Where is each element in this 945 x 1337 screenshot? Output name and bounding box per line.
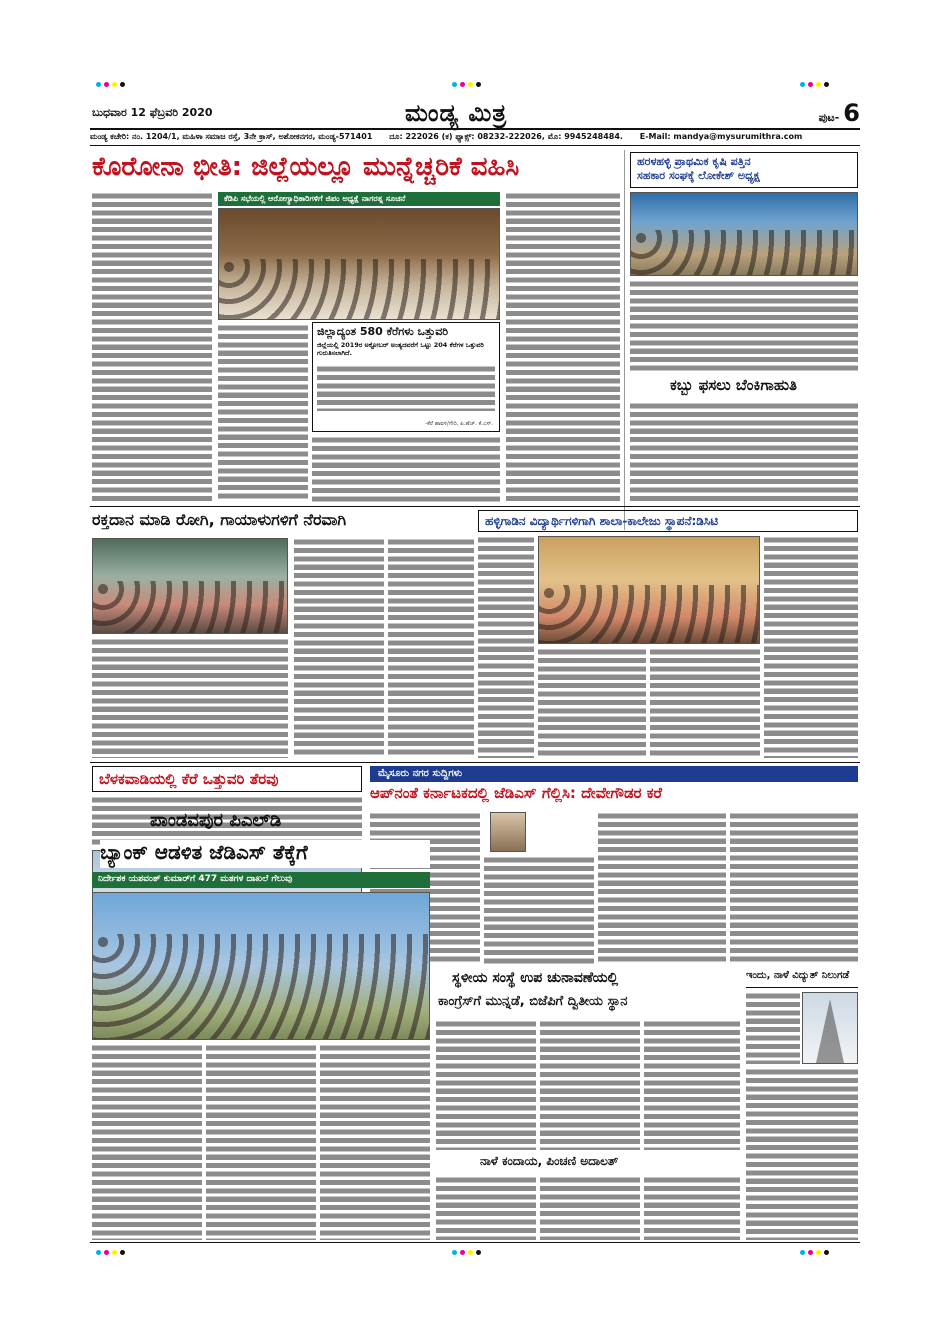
registration-mark-top-left [96,82,125,87]
corona-body-col-1 [92,192,212,502]
adalat-body-col-3 [644,1176,740,1240]
devegowda-portrait [490,812,526,852]
lakes-inset-credit: -ಕೆರೆ ಹಾವಳಿ/ಗೌರಿ, ಪಿ.ಹೆಚ್. ಕೆ.ಎಸ್. [425,421,493,427]
pld-body-col-3 [320,1044,430,1240]
headline-adalat: ನಾಳೆ ಕಂದಾಯ, ಪಿಂಚಣಿ ಅದಾಲತ್ [480,1154,619,1168]
newspaper-title: ಮಂಡ್ಯ ಮಿತ್ರ [405,98,508,127]
polls-body-col-2 [540,1020,640,1150]
power-tower-photo [802,992,858,1064]
office-address: ಮಂಡ್ಯ ಕಚೇರಿ: ನಂ. 1204/1, ಮಹಿಳಾ ಸಮಾಜ ರಸ್ತೆ, 3ನೇ ಕ್ರಾಸ್, ಅಶೋಕನಗರ, ಮಂಡ್ಯ-571401 [90,132,373,141]
blood-donation-photo [92,538,288,634]
headline-power-outage: ಇಂದು, ನಾಳೆ ವಿದ್ಯುತ್ ನಿಲುಗಡೆ [746,970,858,988]
section-rule [90,762,860,763]
schools-body-col-4 [764,536,858,758]
page-number-value: 6 [843,99,860,127]
aap-body-col-2 [484,856,594,964]
power-body-col-2 [746,1068,858,1240]
pld-bank-subheadline: ನಿರ್ದೇಶಕ ಯಶವಂತ್ ಕುಮಾರ್‌ಗೆ 477 ಮತಗಳ ದಾಖಲೆ ಗೆಲುವು [92,872,430,888]
address-line [90,132,860,146]
headline-corona: ಕೊರೋನಾ ಭೀತಿ: ಜಿಲ್ಲೆಯಲ್ಲೂ ಮುನ್ನೆಚ್ಚರಿಕೆ ವಹಿಸಿ [92,152,520,182]
blood-body-col-1 [92,638,288,758]
section-rule [90,506,860,507]
headline-local-polls-line-2: ಕಾಂಗ್ರೆಸ್‌ಗೆ ಮುನ್ನಡೆ, ಬಿಜೆಪಿಗೆ ದ್ವಿತೀಯ ಸ್ಥಾನ [438,994,628,1009]
headline-local-polls-line-1: ಸ್ಥಳೀಯ ಸಂಸ್ಥೆ ಉಪ ಚುನಾವಣೆಯಲ್ಲಿ [452,970,619,986]
headline-pacs [630,152,858,188]
page-label: ಪುಟ- [818,111,840,124]
bottom-rule [90,1242,860,1243]
adalat-body-col-2 [540,1176,640,1240]
corona-body-col-2 [218,324,308,502]
page-number [819,99,860,127]
lakes-inset-text: ಜಿಲ್ಲೆಯಲ್ಲಿ 2019ರ ಅಕ್ಟೋಬರ್ ಅಂತ್ಯದವರೆಗೆ ಒಟ್ಟು 204 ಕೆರೆಗಳ ಒತ್ತುವರಿ ಗುರುತಿಸಲಾಗಿದೆ. [317,341,484,357]
power-body-col-1 [746,992,800,1064]
newspaper-page [90,96,860,1244]
headline-pld-bank-line-2: ಬ್ಯಾಂಕ್ ಆಡಳಿತ ಜೆಡಿಎಸ್ ತೆಕ್ಕೆಗೆ [100,840,430,868]
schools-body-col-3 [650,648,760,758]
registration-mark-top-right [800,82,829,87]
schools-event-photo [538,536,760,644]
blood-body-col-3 [388,538,474,758]
polls-body-col-1 [436,1020,536,1150]
blood-body-col-2 [294,538,384,758]
corona-subheadline: ಕೆಡಿಪಿ ಸಭೆಯಲ್ಲಿ ಆರೋಗ್ಯಾಧಿಕಾರಿಗಳಿಗೆ ಜಿಪಂ ಅಧ್ಯಕ್ಷೆ ನಾಗರತ್ನ ಸೂಚನೆ [218,192,500,206]
issue-date: ಬುಧವಾರ 12 ಫೆಬ್ರವರಿ 2020 [92,106,213,119]
headline-schools: ಹಳ್ಳಿಗಾಡಿನ ವಿದ್ಯಾರ್ಥಿಗಳಿಗಾಗಿ ಶಾಲಾ-ಕಾಲೇಜು ಸ್ಥಾಪನೆ:ಡಿಸಿಟಿ [478,510,858,532]
lakes-inset-title: ಜಿಲ್ಲಾದ್ಯಂತ 580 ಕೆರೆಗಳು ಒತ್ತುವರಿ [317,325,449,338]
pld-body-col-1 [92,1044,202,1240]
registration-mark-bottom-center [452,1250,481,1255]
headline-pacs-line-2: ಸಹಕಾರ ಸಂಘಕ್ಕೆ ಲೋಕೇಶ್ ಅಧ್ಯಕ್ಷ [637,169,760,182]
office-email: E-Mail: mandya@mysurumithra.com [639,132,803,141]
aap-body-col-4 [730,812,858,964]
corona-body-col-3 [312,436,500,502]
headline-aap-jds: ಆಪ್‌ನಂತೆ ಕರ್ನಾಟಕದಲ್ಲಿ ಜೆಡಿಎಸ್ ಗೆಲ್ಲಿಸಿ: ದೇವೇಗೌಡರ ಕರೆ [370,784,662,802]
pld-body-col-2 [206,1044,316,1240]
lakes-encroachment-box [312,322,500,432]
adalat-body-col-1 [436,1176,536,1240]
aap-body-col-3 [598,812,726,964]
lakes-inset-body [317,365,495,411]
pacs-body [630,280,858,372]
pld-bank-celebration-photo [92,892,430,1040]
schools-body-col-1 [478,536,534,758]
schools-body-col-2 [538,648,646,758]
headline-pacs-line-1: ಹರಳಹಳ್ಳಿ ಪ್ರಾಥಮಿಕ ಕೃಷಿ ಪತ್ತಿನ [637,155,751,168]
headline-blood-donation: ರಕ್ತದಾನ ಮಾಡಿ ರೋಗಿ, ಗಾಯಾಳುಗಳಿಗೆ ನೆರವಾಗಿ [92,510,347,529]
column-divider [624,150,625,530]
headline-pld-bank-line-1: ಪಾಂಡವಪುರ ಪಿಎಲ್‌ಡಿ [150,810,282,831]
sugarcane-body [630,402,858,502]
polls-body-col-3 [644,1020,740,1150]
pacs-photo [630,192,858,276]
headline-sugarcane: ಕಬ್ಬು ಫಸಲು ಬೆಂಕಿಗಾಹುತಿ [670,376,797,394]
headline-lake-clearance: ಬೆಳಕವಾಡಿಯಲ್ಲಿ ಕೆರೆ ಒತ್ತುವರಿ ತೆರವು [92,766,362,792]
corona-body-col-4 [506,192,620,502]
office-phone: ದೂ: 222026 (ಕ) ಫ್ಯಾಕ್ಸ್: 08232-222026, ಮೊ: 9945248484. [389,132,623,141]
registration-mark-bottom-left [96,1250,125,1255]
registration-mark-top-center [452,82,481,87]
masthead [90,96,860,130]
mysuru-city-news-bar: ಮೈಸೂರು ನಗರ ಸುದ್ದಿಗಳು [370,766,858,782]
registration-mark-bottom-right [800,1250,829,1255]
corona-meeting-photo [218,208,500,320]
